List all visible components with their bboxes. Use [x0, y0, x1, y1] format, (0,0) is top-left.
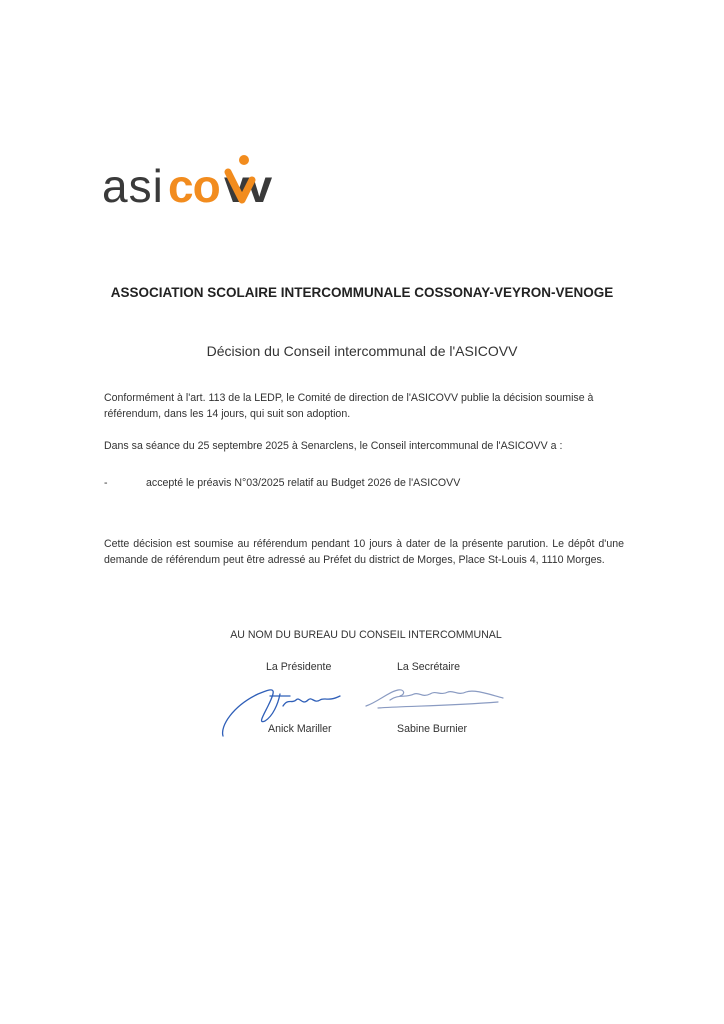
svg-text:co: co [168, 160, 220, 210]
session-paragraph: Dans sa séance du 25 septembre 2025 à Senarclens, le Conseil intercommunal de l'ASICOVV a : [104, 440, 563, 452]
decision-item: accepté le préavis N°03/2025 relatif au Budget 2026 de l'ASICOVV [146, 477, 461, 489]
bullet-marker: - [104, 477, 108, 489]
svg-text:asi: asi [102, 160, 164, 210]
organization-title: ASSOCIATION SCOLAIRE INTERCOMMUNALE COSSONAY-VEYRON-VENOGE [110, 285, 614, 300]
secretary-role: La Secrétaire [397, 661, 461, 673]
secretary-signature [358, 680, 508, 720]
referendum-paragraph: Cette décision est soumise au référendum pendant 10 jours à dater de la présente parution. Le dépôt d'une demande de référendum peut être adressé au Préfet du district de Morges, Place St-Louis 4, 1110 Morges. [104, 538, 624, 566]
asicovv-logo [102, 150, 302, 210]
president-name: Anick Mariller [268, 723, 332, 735]
on-behalf-heading: AU NOM DU BUREAU DU CONSEIL INTERCOMMUNAL [230, 629, 502, 641]
svg-text:vv: vv [224, 160, 270, 210]
president-role: La Présidente [266, 661, 332, 673]
intro-paragraph: Conformément à l'art. 113 de la LEDP, le Comité de direction de l'ASICOVV publie la décision soumise à référendum, dans les 14 jours, qui suit son adoption. [104, 392, 594, 420]
president-signature [218, 676, 348, 746]
secretary-name: Sabine Burnier [397, 723, 468, 735]
document-title: Décision du Conseil intercommunal de l'ASICOVV [206, 343, 518, 359]
